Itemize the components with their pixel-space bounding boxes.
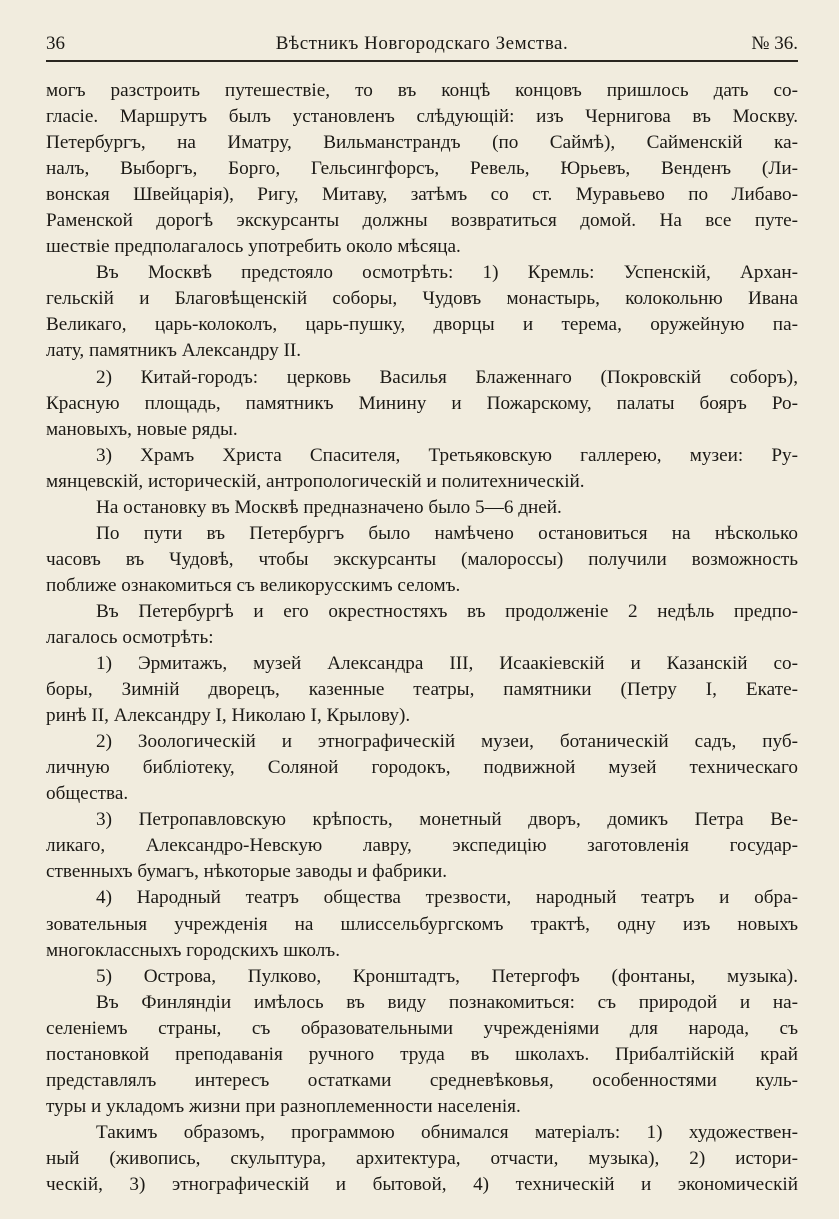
text-line: 2) Зоологическій и этнографическій музеи, ботаническій садъ, пуб- <box>96 731 798 753</box>
text-line: туры и укладомъ жизни при разноплеменности населенія. <box>46 1095 521 1117</box>
text-line: мановыхъ, новые ряды. <box>46 418 238 440</box>
text-line: Въ Финляндіи имѣлось въ виду познакомиться: съ природой и на- <box>96 991 798 1013</box>
text-line: 3) Храмъ Христа Спасителя, Третьяковскую галлерею, музеи: Ру- <box>96 444 798 466</box>
running-header <box>46 31 798 59</box>
text-line: Великаго, царь-колоколъ, царь-пушку, дворцы и терема, оружейную па- <box>46 314 798 336</box>
text-line: Раменской дорогѣ экскурсанты должны возвратиться домой. На все путе- <box>46 210 798 232</box>
text-line: Въ Москвѣ предстояло осмотрѣть: 1) Кремль: Успенскій, Архан- <box>96 262 798 284</box>
header-rule <box>46 60 798 62</box>
text-line: ный (живопись, скульптура, архитектура, отчасти, музыка), 2) истори- <box>46 1147 798 1169</box>
journal-title: Вѣстникъ Новгородскаго Земства. <box>275 33 569 54</box>
text-line: часовъ въ Чудовѣ, чтобы экскурсанты (малороссы) получили возможность <box>46 548 798 570</box>
text-line: налъ, Выборгъ, Борго, Гельсингфорсъ, Ревель, Юрьевъ, Венденъ (Ли- <box>46 158 798 180</box>
text-line: мянцевскій, историческій, антропологическій и политехническій. <box>46 470 585 492</box>
text-line: гласіе. Маршрутъ былъ установленъ слѣдующій: изъ Чернигова въ Москву. <box>46 106 798 128</box>
text-line: могъ разстроить путешествіе, то въ концѣ концовъ пришлось дать со- <box>46 80 798 101</box>
text-line: По пути въ Петербургъ было намѣчено остановиться на нѣсколько <box>96 522 798 544</box>
text-line: лагалось осмотрѣть: <box>46 626 214 648</box>
text-line: шествіе предполагалось употребить около мѣсяца. <box>46 236 461 258</box>
text-line: 2) Китай-городъ: церковь Василья Блаженнаго (Покровскій соборъ), <box>96 366 798 388</box>
text-line: 4) Народный театръ общества трезвости, народный театръ и обра- <box>96 887 798 909</box>
text-line: 5) Острова, Пулково, Кронштадтъ, Петергофъ (фонтаны, музыка). <box>96 965 798 987</box>
text-line: селеніемъ страны, съ образовательными учрежденіями для народа, съ <box>46 1017 798 1039</box>
text-line: На остановку въ Москвѣ предназначено было 5—6 дней. <box>96 496 562 518</box>
text-line: Петербургъ, на Иматру, Вильманстрандъ (по Саймѣ), Сайменскій ка- <box>46 132 798 154</box>
text-line: Красную площадь, памятникъ Минину и Пожарскому, палаты бояръ Ро- <box>46 392 798 414</box>
issue-number: № 36. <box>751 33 798 54</box>
text-line: представлялъ интересъ остатками средневѣковья, особенностями куль- <box>46 1069 798 1091</box>
body-text <box>46 78 798 1198</box>
text-line: личную библіотеку, Соляной городокъ, подвижной музей техническаго <box>46 757 798 779</box>
text-line: ственныхъ бумагъ, нѣкоторые заводы и фабрики. <box>46 861 448 883</box>
text-line: ринѣ II, Александру I, Николаю I, Крылову). <box>46 705 411 727</box>
text-line: многоклассныхъ городскихъ школъ. <box>46 939 341 961</box>
text-line: лату, памятникъ Александру II. <box>46 340 302 362</box>
text-line: гельскій и Благовѣщенскій соборы, Чудовъ монастырь, колокольню Ивана <box>46 288 798 310</box>
text-line: Такимъ образомъ, программою обнимался матеріалъ: 1) художествен- <box>96 1121 798 1143</box>
text-line: ческій, 3) этнографическій и бытовой, 4) техническій и экономическій <box>46 1173 798 1195</box>
text-line: боры, Зимній дворецъ, казенные театры, памятники (Петру I, Екате- <box>46 679 798 701</box>
text-line: Въ Петербургѣ и его окрестностяхъ въ продолженіе 2 недѣль предпо- <box>96 600 798 622</box>
text-line: поближе ознакомиться съ великорусскимъ селомъ. <box>46 574 461 596</box>
text-line: общества. <box>46 783 129 805</box>
text-line: ликаго, Александро-Невскую лавру, экспедицію заготовленія государ- <box>46 835 798 857</box>
text-line: постановкой преподаванія ручного труда въ школахъ. Прибалтійскій край <box>46 1043 798 1065</box>
text-line: зовательныя учрежденія на шлиссельбургскомъ трактѣ, одну изъ новыхъ <box>46 913 798 935</box>
text-line: 3) Петропавловскую крѣпость, монетный дворъ, домикъ Петра Ве- <box>96 809 798 831</box>
page-number: 36 <box>46 33 65 54</box>
text-line: 1) Эрмитажъ, музей Александра III, Исаакіевскій и Казанскій со- <box>96 653 798 675</box>
text-line: вонская Швейцарія), Ригу, Митаву, затѣмъ со ст. Муравьево по Либаво- <box>46 184 798 206</box>
